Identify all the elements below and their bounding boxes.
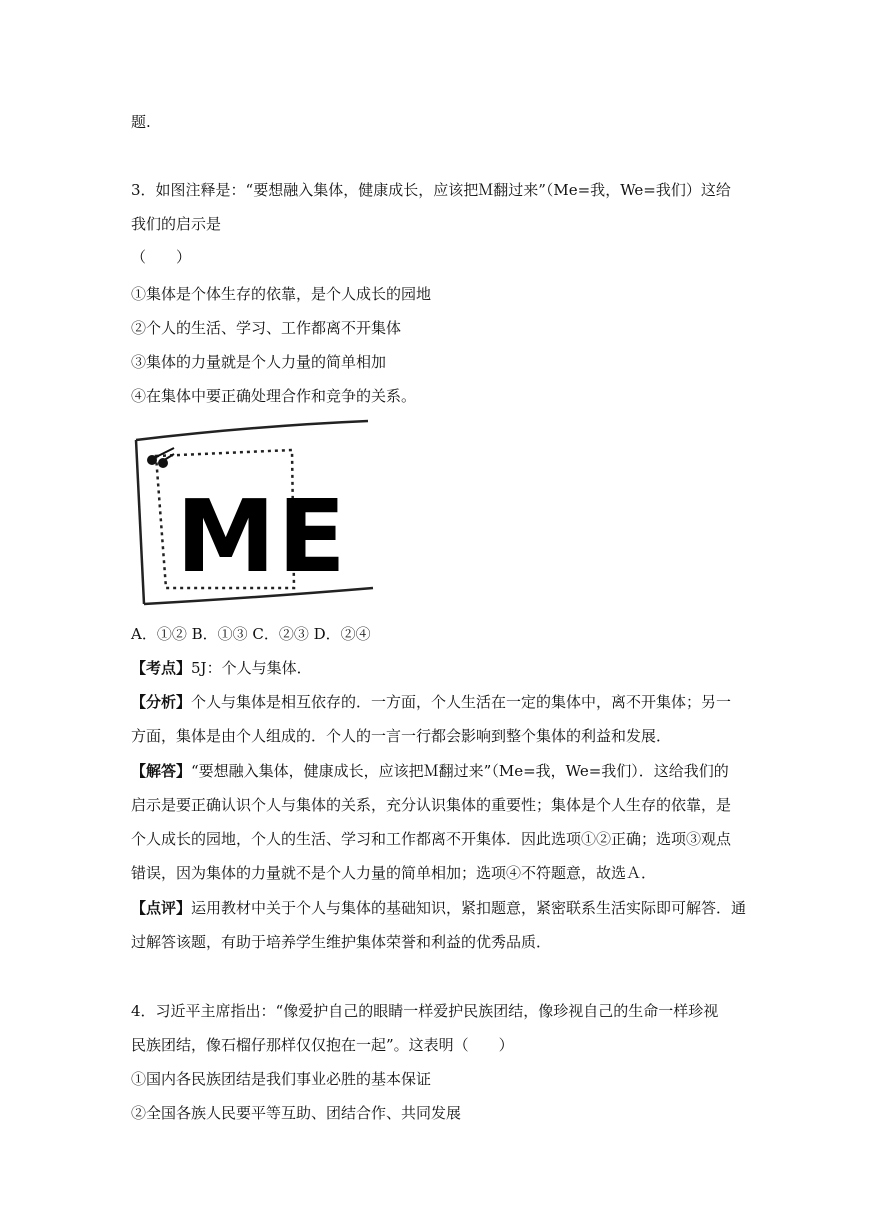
q4-option-2: ②全国各族人民要平等互助、团结合作、共同发展	[131, 1104, 462, 1122]
carry-over-text: 题.	[131, 113, 151, 131]
q3-jieda-line-4: 错误，因为集体的力量就不是个人力量的简单相加；选项④不符题意，故选Ａ．	[131, 864, 657, 882]
q3-jieda-line-1	[131, 761, 729, 781]
scissors-icon	[147, 448, 174, 468]
q3-stem-line-2: 我们的启示是	[131, 215, 222, 233]
q3-answer-paren: （ ）	[131, 248, 192, 266]
dianping-text-1: 运用教材中关于个人与集体的基础知识，紧扣题意，紧密联系生活实际即可解答．通	[191, 899, 747, 917]
q3-dianping-line-1	[131, 898, 746, 918]
me-figure-text: ME	[176, 478, 348, 595]
q3-stem-line-1: 3．如图注释是：“要想融入集体，健康成长，应该把Ｍ翻过来”（Me=我，We=我们）这给	[131, 181, 731, 199]
jieda-text-1: “要想融入集体，健康成长，应该把Ｍ翻过来”（Me=我，We=我们）．这给我们的	[191, 762, 729, 780]
dianping-label: 【点评】	[131, 899, 192, 917]
q3-dianping-line-2: 过解答该题，有助于培养学生维护集体荣誉和利益的优秀品质．	[131, 933, 552, 951]
q3-jieda-line-2: 启示是要正确认识个人与集体的关系，充分认识集体的重要性；集体是个人生存的依靠，是	[131, 796, 732, 814]
q4-stem-line-1: 4．习近平主席指出：“像爱护自己的眼睛一样爱护民族团结，像珍视自己的生命一样珍视	[131, 1002, 719, 1020]
q3-fenxi-line-2: 方面，集体是由个人组成的．个人的一言一行都会影响到整个集体的利益和发展．	[131, 727, 672, 745]
kaodian-label: 【考点】	[131, 659, 192, 677]
kaodian-text: 5J：个人与集体．	[191, 659, 312, 677]
me-cutout-figure	[128, 418, 378, 608]
jieda-label: 【解答】	[131, 762, 192, 780]
q3-jieda-line-3: 个人成长的园地，个人的生活、学习和工作都离不开集体．因此选项①②正确；选项③观点	[131, 830, 732, 848]
q3-choices: A．①② B．①③ C．②③ D．②④	[131, 625, 371, 643]
q3-fenxi-line-1	[131, 692, 731, 712]
q4-option-1: ①国内各民族团结是我们事业必胜的基本保证	[131, 1070, 432, 1088]
q3-option-3: ③集体的力量就是个人力量的简单相加	[131, 353, 387, 371]
q4-stem-line-2: 民族团结，像石榴仔那样仅仅抱在一起”。这表明（ ）	[131, 1036, 514, 1054]
q3-kaodian	[131, 658, 312, 678]
fenxi-text-1: 个人与集体是相互依存的．一方面，个人生活在一定的集体中，离不开集体；另一	[191, 693, 732, 711]
fenxi-label: 【分析】	[131, 693, 192, 711]
q3-option-1: ①集体是个体生存的依靠，是个人成长的园地	[131, 285, 432, 303]
q3-option-4: ④在集体中要正确处理合作和竞争的关系。	[131, 387, 417, 405]
q3-option-2: ②个人的生活、学习、工作都离不开集体	[131, 319, 402, 337]
